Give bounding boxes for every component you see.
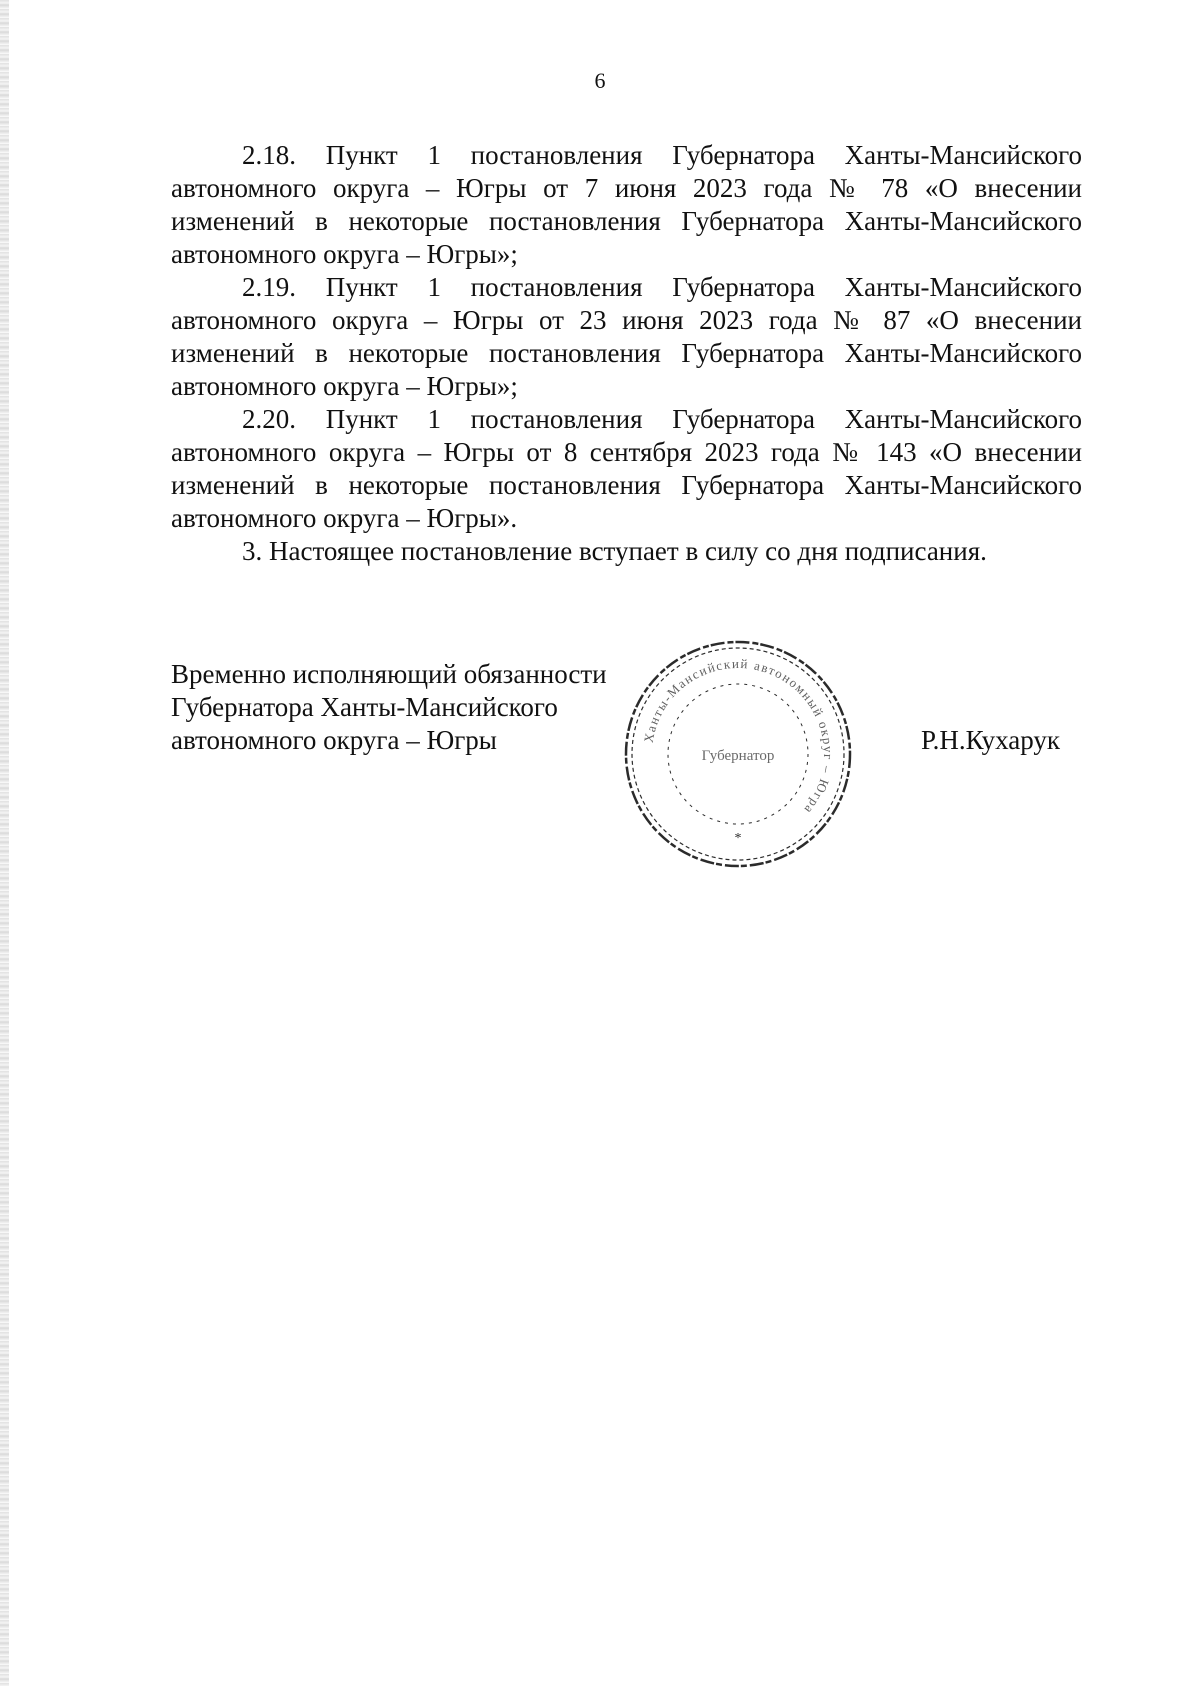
scan-edge [0,0,9,1686]
seal-star: * [734,831,742,846]
document-body [171,139,1082,568]
paragraph-2-20: 2.20. Пункт 1 постановления Губернатора Ханты-Мансийского автономного округа – Югры от 8 сентября 2023 года № 143 «О внесении изменений в некоторые постановления Губернатора Ханты-Мансийского автономного округа – Югры». [171,404,1082,533]
signatory-position-line: Губернатора Ханты-Мансийского [171,692,558,722]
paragraph-2-19: 2.19. Пункт 1 постановления Губернатора Ханты-Мансийского автономного округа – Югры от 23 июня 2023 года № 87 «О внесении изменений в некоторые постановления Губернатора Ханты-Мансийского автономного округа – Югры»; [171,272,1082,401]
signatory-position-line: Временно исполняющий обязанности [171,659,607,689]
signatory-position-line: автономного округа – Югры [171,725,497,755]
page-number: 6 [594,68,606,93]
seal-ring-text: Ханты-Мансийский автономный округ – Югра [640,655,837,818]
svg-text:Ханты-Мансийский автономный ок [641,656,836,818]
signatory-name: Р.Н.Кухарук [921,725,1061,755]
paragraph-2-18: 2.18. Пункт 1 постановления Губернатора Ханты-Мансийского автономного округа – Югры от 7 июня 2023 года № 78 «О внесении изменений в некоторые постановления Губернатора Ханты-Мансийского автономного округа – Югры»; [171,140,1082,269]
paragraph-3: 3. Настоящее постановление вступает в силу со дня подписания. [242,536,987,566]
official-seal-stamp [620,636,856,872]
signatory-position [171,658,691,757]
seal-center-text: Губернатор [701,748,775,764]
